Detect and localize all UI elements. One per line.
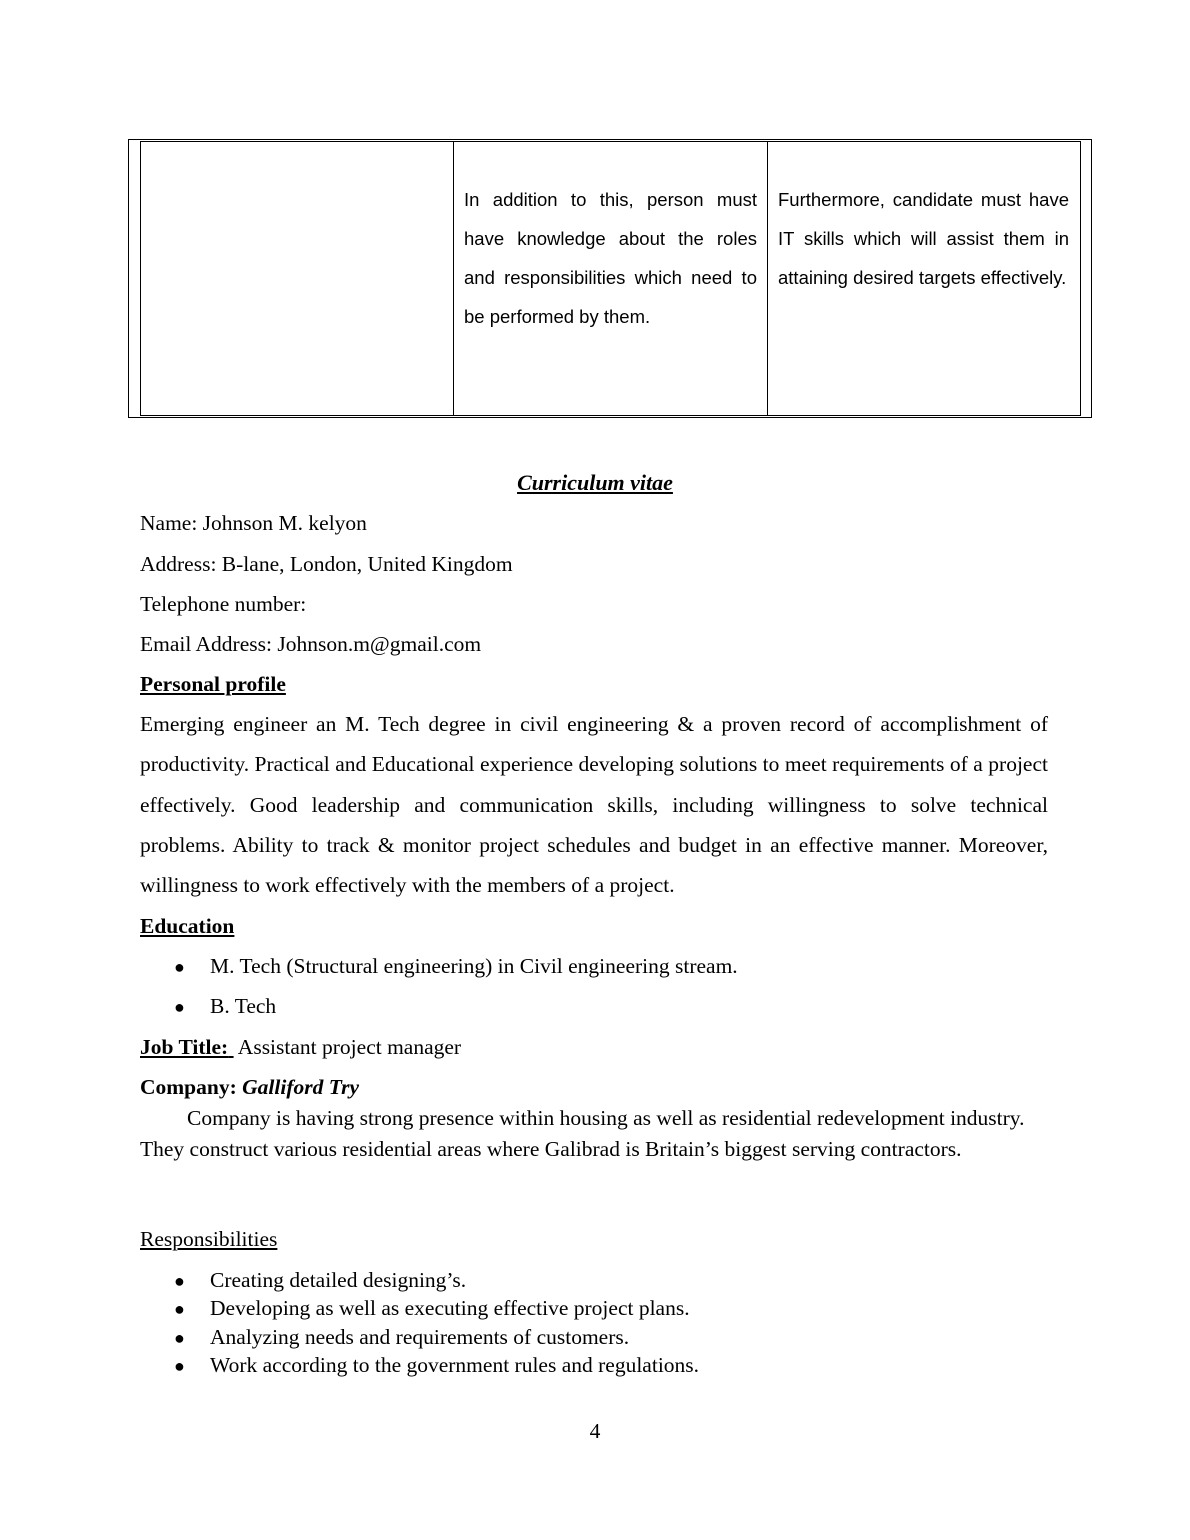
page-number: 4 <box>589 1419 601 1443</box>
education-item-text: B. Tech <box>210 994 277 1018</box>
table-cell-knowledge: In addition to this, person must have knowledge about the roles and responsibilities which need to be performed by them. <box>454 142 768 415</box>
responsibilities-heading: Responsibilities <box>140 1227 278 1251</box>
responsibility-item <box>174 1293 690 1324</box>
personal-profile-heading: Personal profile <box>140 672 286 696</box>
company-description <box>140 1103 1030 1164</box>
responsibility-item-text: Analyzing needs and requirements of customers. <box>210 1325 630 1349</box>
responsibility-item <box>174 1322 629 1353</box>
cv-title: Curriculum vitae <box>517 470 673 495</box>
bullet-icon: ● <box>174 957 185 977</box>
education-item-text: M. Tech (Structural engineering) in Civil engineering stream. <box>210 954 738 978</box>
bullet-icon: ● <box>174 1299 185 1319</box>
cv-telephone: Telephone number: <box>140 592 307 616</box>
personal-profile-text: Emerging engineer an M. Tech degree in civil engineering & a proven record of accomplishment of productivity. Practical and Educational experience developing solutions to meet requirements of a project effectively. Good leadership and communication skills, including willingness to solve technical problems. Ability to track & monitor project schedules and budget in an effective manner. Moreover, willingness to work effectively with the members of a project. <box>140 712 1048 898</box>
responsibility-item-text: Creating detailed designing’s. <box>210 1268 467 1292</box>
bullet-icon: ● <box>174 997 185 1017</box>
job-title-value: Assistant project manager <box>237 1035 462 1059</box>
responsibility-item <box>174 1350 699 1381</box>
bullet-icon: ● <box>174 1328 185 1348</box>
education-item <box>174 991 276 1022</box>
cv-email: Email Address: Johnson.m@gmail.com <box>140 632 482 656</box>
table-cell-it-skills: Furthermore, candidate must have IT skills which will assist them in attaining desired targets effectively. <box>778 189 1069 288</box>
requirements-table <box>128 139 1092 418</box>
responsibility-item <box>174 1265 466 1296</box>
education-item <box>174 951 738 982</box>
bullet-icon: ● <box>174 1271 185 1291</box>
responsibility-item-text: Work according to the government rules and regulations. <box>210 1353 700 1377</box>
company-line <box>140 1072 359 1102</box>
company-label: Company: <box>140 1075 237 1099</box>
table-row <box>140 141 1081 416</box>
company-description-text: Company is having strong presence within housing as well as residential redevelopment industry. They construct various residential areas where Galibrad is Britain’s biggest serving contractors. <box>140 1106 1025 1161</box>
bullet-icon: ● <box>174 1356 185 1376</box>
company-value: Galliford Try <box>242 1075 359 1099</box>
job-title-label: Job Title: <box>140 1035 229 1059</box>
job-title-line <box>140 1032 461 1062</box>
table-cell-empty <box>141 142 454 415</box>
cv-address: Address: B-lane, London, United Kingdom <box>140 552 513 576</box>
education-heading: Education <box>140 914 235 938</box>
responsibility-item-text: Developing as well as executing effective project plans. <box>210 1296 690 1320</box>
cv-name: Name: Johnson M. kelyon <box>140 511 367 535</box>
